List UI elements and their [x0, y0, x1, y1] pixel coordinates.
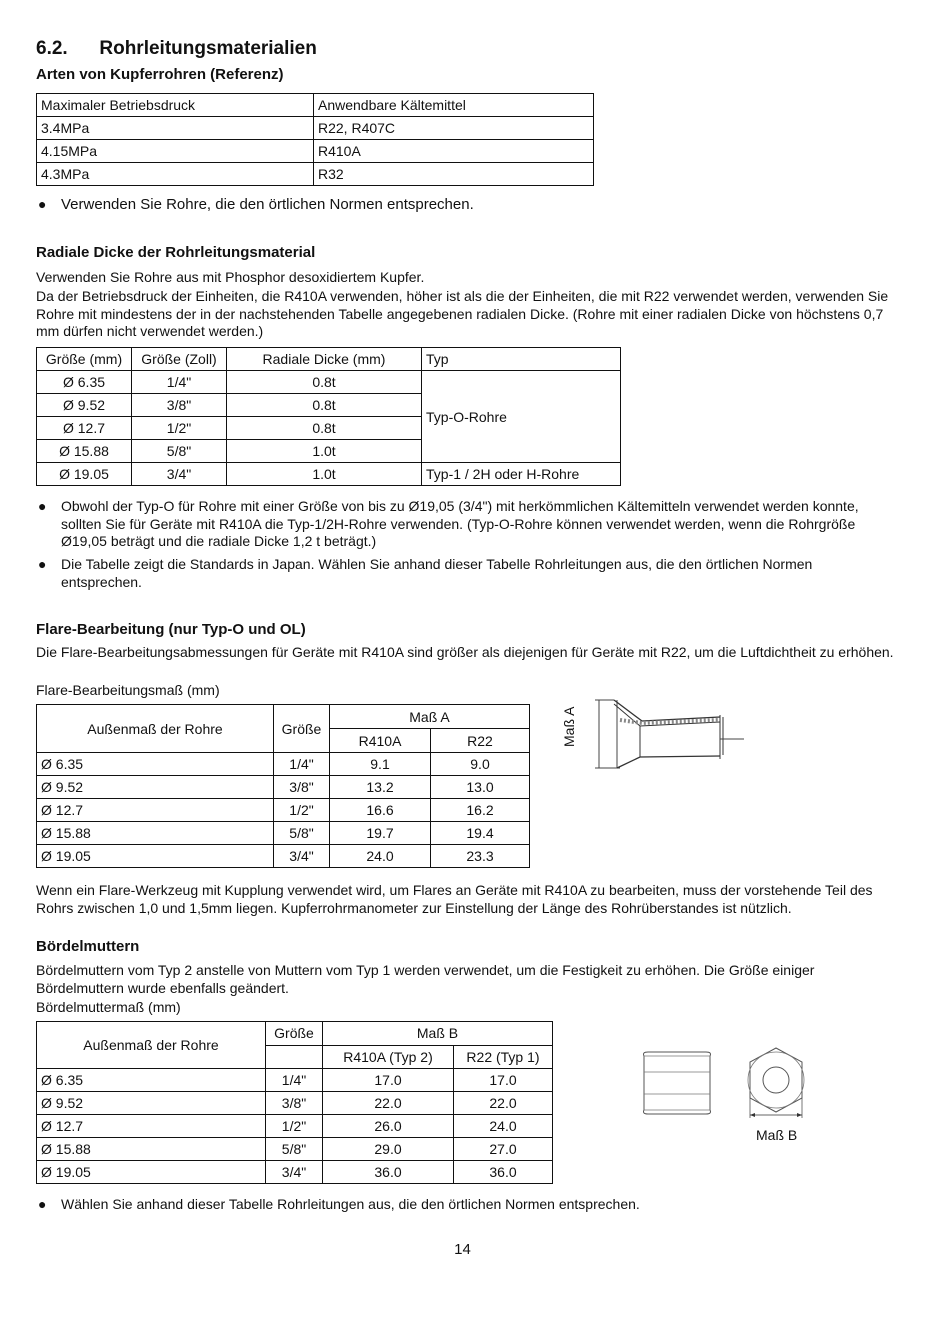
table-cell: Ø 19.05	[37, 845, 274, 868]
paragraph: Wenn ein Flare-Werkzeug mit Kupplung verwendet wird, um Flares an Geräte mit R410A zu bearbeiten, muss der vorstehende Teil des Rohrs zwischen 1,0 und 1,5mm liegen. Kupferrohrmanometer zur Einstellung der Länge des Rohrüberstandes ist nützlich.	[36, 882, 873, 916]
table-cell: 3/4"	[266, 1161, 323, 1184]
table-cell: 27.0	[454, 1138, 553, 1161]
bullet-text: Die Tabelle zeigt die Standards in Japan. Wählen Sie anhand dieser Tabelle Rohrleitungen aus, die den örtlichen Normen entsprechen.	[61, 556, 813, 590]
bullet-text: Wählen Sie anhand dieser Tabelle Rohrleitungen aus, die den örtlichen Normen entsprechen.	[61, 1196, 640, 1212]
table-cell: 5/8"	[274, 822, 330, 845]
header-cell: R22	[431, 729, 530, 753]
flare-table	[36, 704, 530, 868]
table-cell: Ø 12.7	[37, 799, 274, 822]
table-header-row	[37, 348, 621, 371]
flare-diagram	[558, 695, 758, 775]
table-cell: 3/8"	[274, 776, 330, 799]
header-cell: Größe	[266, 1022, 323, 1046]
table-cell: 3.4MPa	[37, 117, 314, 140]
table-cell: 13.2	[330, 776, 431, 799]
table-cell: 1.0t	[227, 440, 422, 463]
radial-thickness-heading: Radiale Dicke der Rohrleitungsmaterial	[36, 244, 316, 261]
header-cell: R410A (Typ 2)	[323, 1045, 454, 1069]
header-cell: Maß A	[330, 705, 530, 729]
table-row	[37, 117, 594, 140]
table-cell: Ø 9.52	[37, 394, 132, 417]
table-caption: Flare-Bearbeitungsmaß (mm)	[36, 682, 220, 698]
copper-pipe-types-heading: Arten von Kupferrohren (Referenz)	[36, 66, 284, 83]
header-cell: Anwendbare Kältemittel	[314, 94, 594, 117]
table-row	[37, 371, 621, 394]
paragraph: Da der Betriebsdruck der Einheiten, die R410A verwenden, höher ist als die der Einheiten, die mit R22 verwendet werden, verwenden Sie Rohre mit mindestens der in der nachstehenden Tabelle angegebenen radialen Dicke. (Rohre mit einer radialen Dicke von höchstens 0,7 mm dürfen nicht verwendet werden.)	[36, 288, 889, 339]
table-row	[37, 1138, 553, 1161]
table-cell: Ø 6.35	[37, 1069, 266, 1092]
table-cell: 13.0	[431, 776, 530, 799]
table-header-row	[37, 705, 530, 729]
header-cell: Außenmaß der Rohre	[37, 705, 274, 753]
table-cell: 1/2"	[266, 1115, 323, 1138]
table-caption: Bördelmuttermaß (mm)	[36, 999, 181, 1015]
bullet-text: Verwenden Sie Rohre, die den örtlichen Normen entsprechen.	[61, 196, 474, 213]
table-cell: 1/4"	[274, 753, 330, 776]
type-o-cell: Typ-O-Rohre	[422, 371, 621, 463]
table-cell: 1/2"	[274, 799, 330, 822]
table-cell: R410A	[314, 140, 594, 163]
thickness-table	[36, 347, 621, 486]
header-cell: Größe	[274, 705, 330, 753]
table-row	[37, 163, 594, 186]
table-row	[37, 845, 530, 868]
page-number: 14	[454, 1241, 471, 1258]
header-cell: Maß B	[323, 1022, 553, 1046]
table-cell: Ø 9.52	[37, 1092, 266, 1115]
table-cell: 0.8t	[227, 394, 422, 417]
table-cell: 16.2	[431, 799, 530, 822]
table-cell: 4.15MPa	[37, 140, 314, 163]
flare-nut-heading: Bördelmuttern	[36, 938, 140, 955]
table-cell: 36.0	[323, 1161, 454, 1184]
paragraph: Bördelmuttern vom Typ 2 anstelle von Muttern vom Typ 1 werden verwendet, um die Festigkeit zu erhöhen. Die Größe einiger Bördelmuttern wurde ebenfalls geändert.	[36, 962, 815, 996]
bullet-text: Obwohl der Typ-O für Rohre mit einer Größe von bis zu Ø19,05 (3/4") mit herkömmlichen Kältemitteln verwendet werden konnte, sollten Sie für Geräte mit R410A die Typ-1/2H-Rohre verwenden. (Typ-O-Rohre können verwendet werden, wenn die Rohrgröße Ø19,05 beträgt und die radiale Dicke 1,2 t beträgt.)	[61, 498, 859, 549]
pressure-table	[36, 93, 594, 186]
bullet-icon: ●	[38, 556, 47, 572]
table-row	[37, 140, 594, 163]
table-cell: 5/8"	[266, 1138, 323, 1161]
table-row	[37, 799, 530, 822]
table-cell: Ø 6.35	[37, 753, 274, 776]
flare-nut-figure-label: Maß B	[756, 1127, 798, 1143]
table-cell: 3/4"	[274, 845, 330, 868]
table-cell: 9.1	[330, 753, 431, 776]
flare-nut-table	[36, 1021, 553, 1184]
table-cell: 0.8t	[227, 417, 422, 440]
section-title: 6.2. Rohrleitungsmaterialien	[36, 38, 317, 59]
bullet-item	[36, 556, 886, 591]
bullet-item	[36, 498, 886, 551]
flare-heading: Flare-Bearbeitung (nur Typ-O und OL)	[36, 621, 306, 638]
table-cell: 19.7	[330, 822, 431, 845]
table-cell: 22.0	[323, 1092, 454, 1115]
bullet-item	[36, 196, 886, 213]
table-cell: 3/8"	[132, 394, 227, 417]
table-cell: Ø 15.88	[37, 822, 274, 845]
bullet-icon: ●	[38, 498, 47, 514]
header-cell: Größe (mm)	[37, 348, 132, 371]
table-cell: 1/2"	[132, 417, 227, 440]
table-cell: 16.6	[330, 799, 431, 822]
table-cell: Ø 19.05	[37, 1161, 266, 1184]
flare-nut-diagram	[640, 1044, 810, 1124]
table-cell: Ø 9.52	[37, 776, 274, 799]
table-cell: 23.3	[431, 845, 530, 868]
header-cell: Größe (Zoll)	[132, 348, 227, 371]
table-cell: 24.0	[454, 1115, 553, 1138]
table-cell: R32	[314, 163, 594, 186]
paragraph: Die Flare-Bearbeitungsabmessungen für Geräte mit R410A sind größer als diejenigen für Geräte mit R22, um die Luftdichtheit zu erhöhen.	[36, 644, 894, 660]
table-cell: 1.0t	[227, 463, 422, 486]
header-cell: Radiale Dicke (mm)	[227, 348, 422, 371]
header-cell: R410A	[330, 729, 431, 753]
table-cell: 17.0	[323, 1069, 454, 1092]
table-cell: 9.0	[431, 753, 530, 776]
table-cell: 3/4"	[132, 463, 227, 486]
type-1-cell: Typ-1 / 2H oder H-Rohre	[422, 463, 621, 486]
table-cell: R22, R407C	[314, 117, 594, 140]
table-cell: 36.0	[454, 1161, 553, 1184]
table-cell: 0.8t	[227, 371, 422, 394]
table-row	[37, 1115, 553, 1138]
table-cell: 3/8"	[266, 1092, 323, 1115]
table-cell: Ø 19.05	[37, 463, 132, 486]
table-header-row	[37, 1022, 553, 1046]
table-row	[37, 463, 621, 486]
flare-nut-figure	[640, 1044, 810, 1124]
table-cell: Ø 15.88	[37, 440, 132, 463]
bullet-icon: ●	[38, 1196, 47, 1212]
table-cell: 24.0	[330, 845, 431, 868]
header-cell: Maximaler Betriebsdruck	[37, 94, 314, 117]
flare-figure-label: Maß A	[561, 706, 577, 747]
table-cell: 19.4	[431, 822, 530, 845]
bullet-icon: ●	[38, 196, 47, 212]
table-cell: 29.0	[323, 1138, 454, 1161]
table-cell: 17.0	[454, 1069, 553, 1092]
table-cell: 26.0	[323, 1115, 454, 1138]
paragraph: Verwenden Sie Rohre aus mit Phosphor desoxidiertem Kupfer.	[36, 269, 425, 285]
table-cell: 5/8"	[132, 440, 227, 463]
header-cell: R22 (Typ 1)	[454, 1045, 553, 1069]
header-cell: Außenmaß der Rohre	[37, 1022, 266, 1069]
table-row	[37, 753, 530, 776]
flare-figure	[558, 695, 758, 775]
table-header-row	[37, 94, 594, 117]
table-row	[37, 1092, 553, 1115]
table-cell: Ø 12.7	[37, 417, 132, 440]
table-row	[37, 1161, 553, 1184]
header-cell: Typ	[422, 348, 621, 371]
table-cell: Ø 12.7	[37, 1115, 266, 1138]
table-cell: 4.3MPa	[37, 163, 314, 186]
table-cell: 22.0	[454, 1092, 553, 1115]
bullet-item	[36, 1196, 886, 1212]
header-cell-empty	[266, 1045, 323, 1069]
table-cell: Ø 15.88	[37, 1138, 266, 1161]
table-cell: 1/4"	[266, 1069, 323, 1092]
table-row	[37, 1069, 553, 1092]
table-cell: 1/4"	[132, 371, 227, 394]
table-cell: Ø 6.35	[37, 371, 132, 394]
table-row	[37, 822, 530, 845]
table-row	[37, 776, 530, 799]
